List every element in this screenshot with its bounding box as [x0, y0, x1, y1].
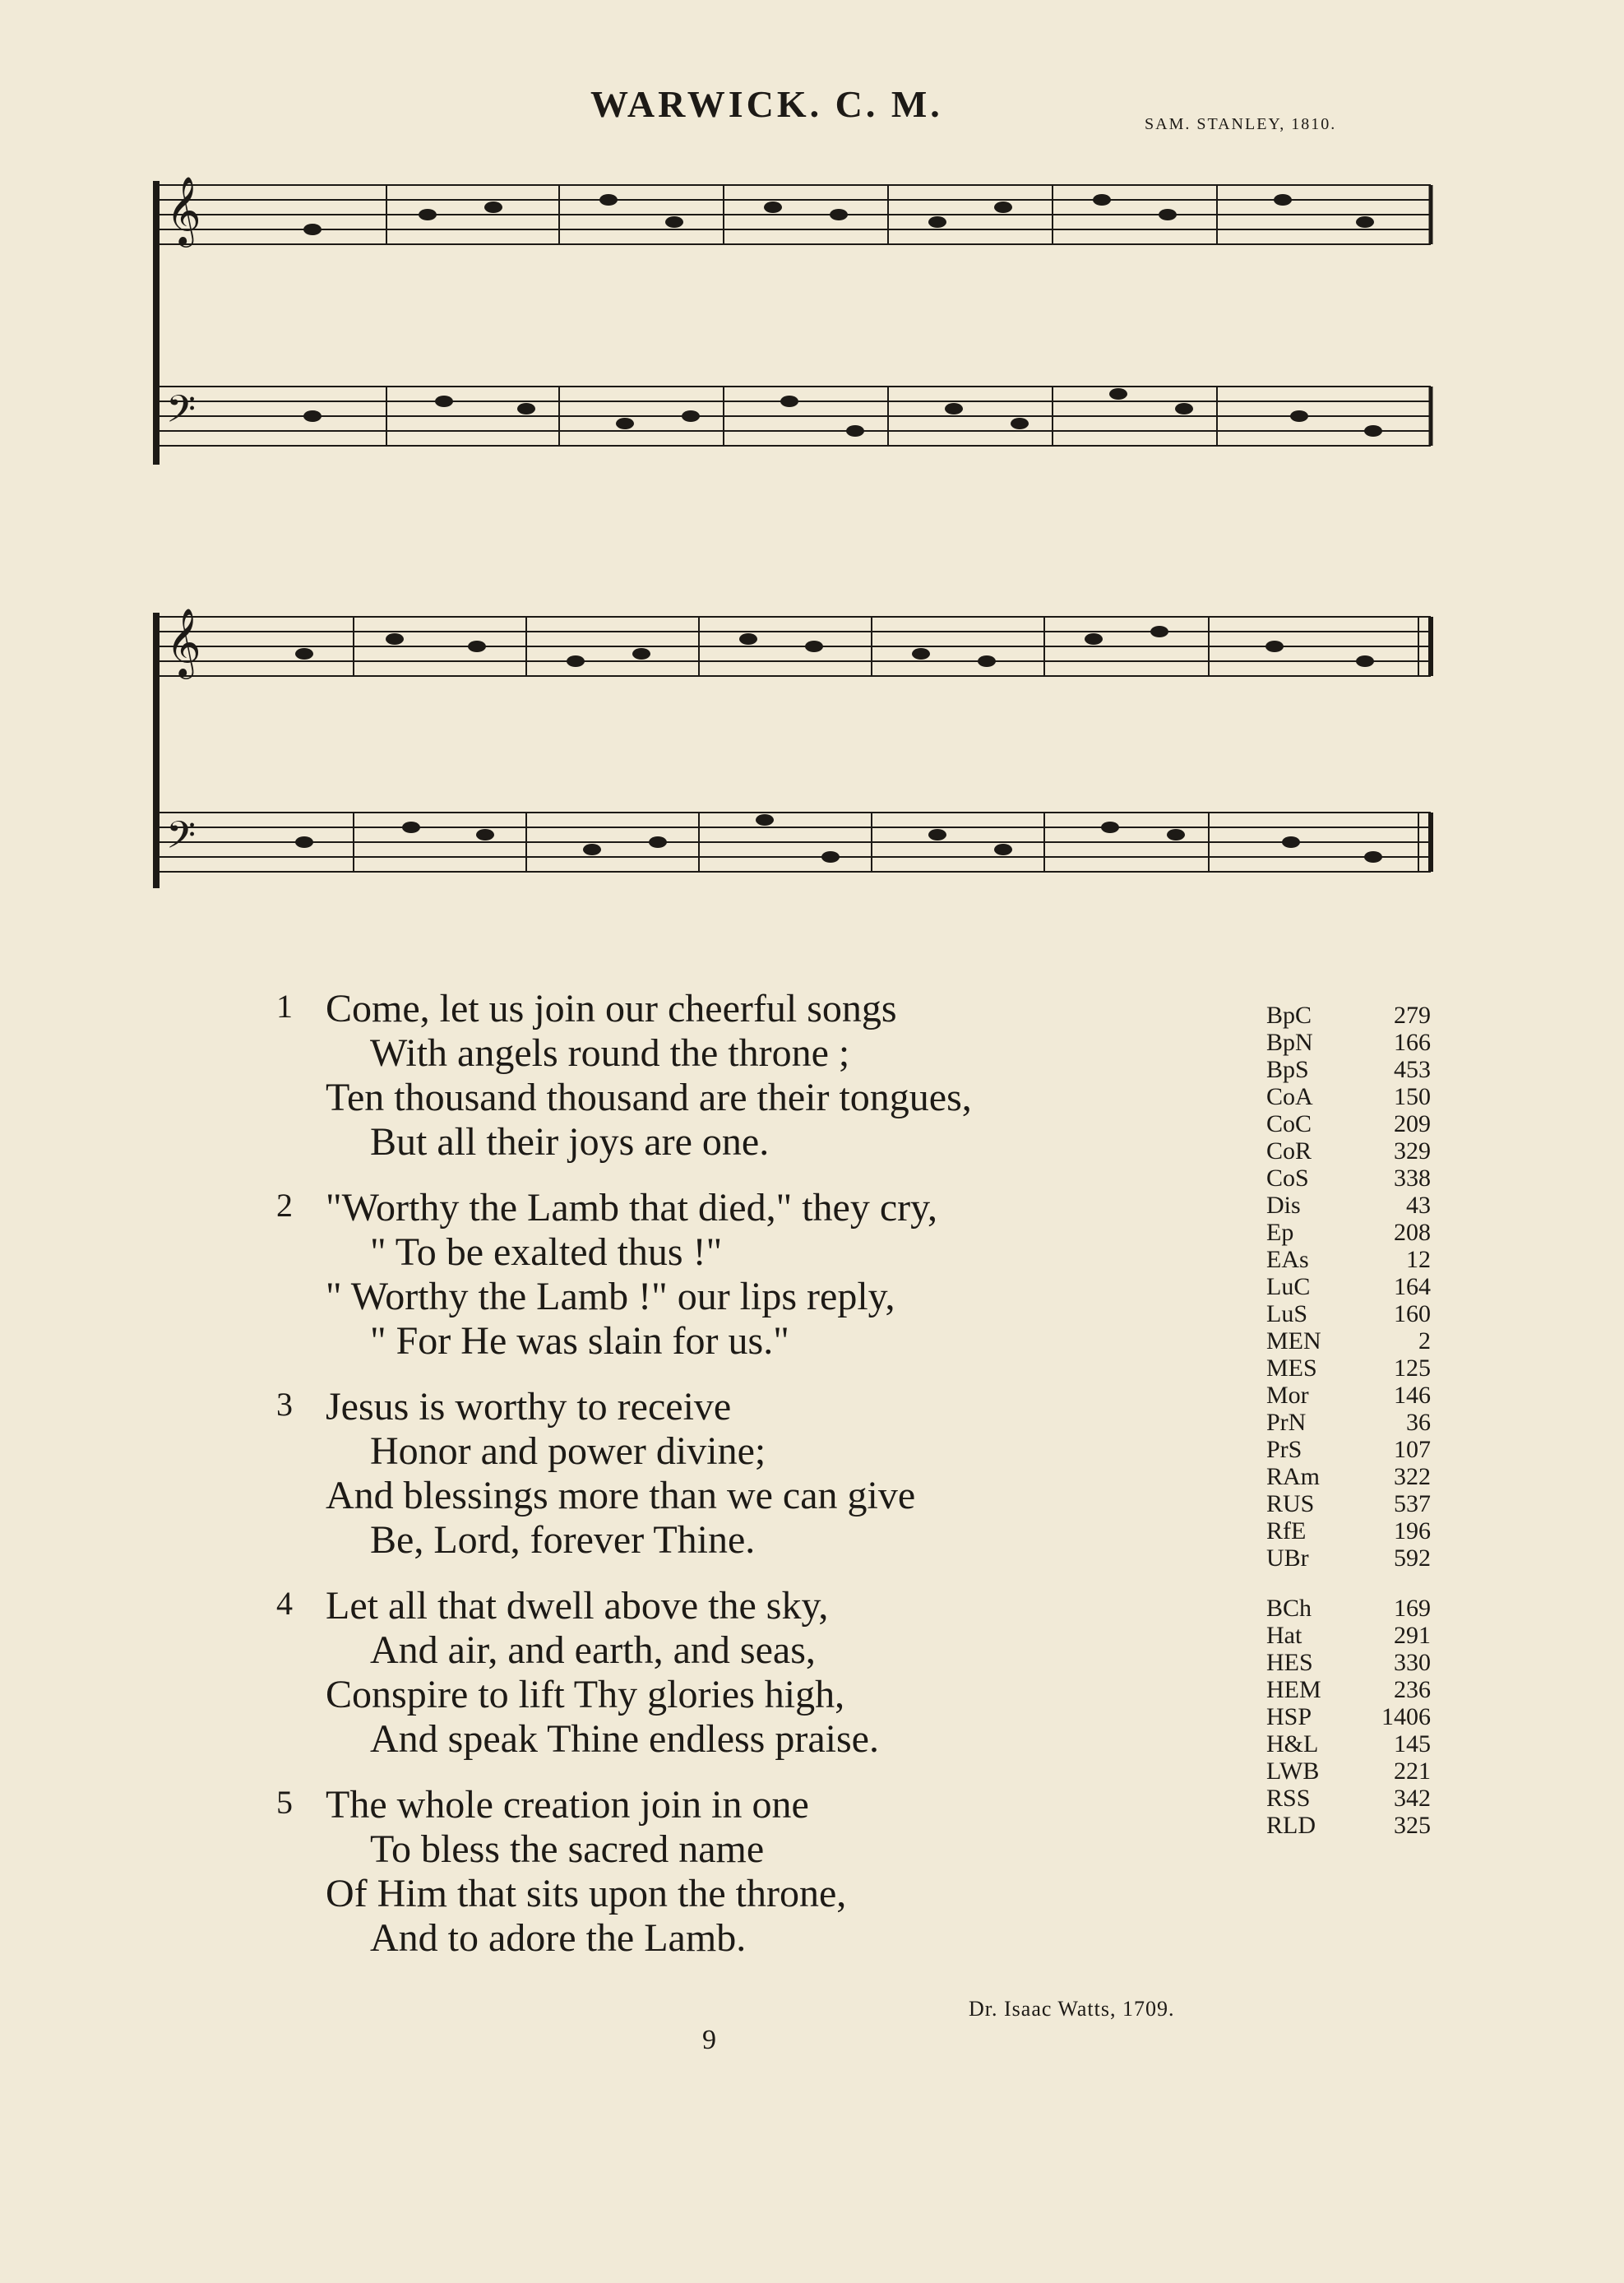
- reference-entry: RSS 342: [1266, 1785, 1431, 1812]
- verse: [276, 1783, 972, 1961]
- verse-line: Jesus is worthy to receive: [326, 1385, 732, 1429]
- verse-line: And air, and earth, and seas,: [370, 1628, 816, 1672]
- reference-entry: BCh 169: [1266, 1595, 1431, 1622]
- reference-entry: CoA 150: [1266, 1083, 1431, 1110]
- svg-text:𝄢: 𝄢: [166, 387, 197, 441]
- reference-entry: PrN 36: [1266, 1409, 1431, 1436]
- reference-entry: CoC 209: [1266, 1110, 1431, 1137]
- svg-text:𝄞: 𝄞: [166, 607, 201, 676]
- verse-line: Be, Lord, forever Thine.: [370, 1518, 756, 1562]
- verse-line: Conspire to lift Thy glories high,: [326, 1673, 845, 1716]
- verse-line: And speak Thine endless praise.: [370, 1717, 879, 1761]
- reference-entry: BpC 279: [1266, 1002, 1431, 1029]
- reference-entry: LuC 164: [1266, 1273, 1431, 1300]
- svg-text:𝄞: 𝄞: [166, 175, 201, 244]
- verse-line: With angels round the throne ;: [370, 1031, 850, 1075]
- hymnal-reference-index: [1266, 1002, 1431, 1839]
- hymn-verses: [276, 987, 972, 1982]
- verse: [276, 1584, 972, 1762]
- reference-entry: Dis 43: [1266, 1192, 1431, 1219]
- verse-line: And to adore the Lamb.: [370, 1916, 747, 1960]
- reference-entry: RAm 322: [1266, 1463, 1431, 1490]
- music-system-2: [148, 567, 1447, 896]
- verse: [276, 1385, 972, 1563]
- verse-line: " Worthy the Lamb !" our lips reply,: [326, 1275, 895, 1318]
- verse-line: " For He was slain for us.": [370, 1319, 789, 1363]
- reference-entry: BpN 166: [1266, 1029, 1431, 1056]
- reference-entry: H&L 145: [1266, 1730, 1431, 1757]
- verse-line: But all their joys are one.: [370, 1120, 770, 1164]
- reference-entry: CoS 338: [1266, 1165, 1431, 1192]
- reference-entry: BpS 453: [1266, 1056, 1431, 1083]
- lyricist-credit: Dr. Isaac Watts, 1709.: [969, 1997, 1175, 2021]
- verse-line: The whole creation join in one: [326, 1783, 809, 1827]
- reference-entry: LWB 221: [1266, 1757, 1431, 1785]
- reference-entry: Ep 208: [1266, 1219, 1431, 1246]
- verse-number: 3: [276, 1386, 293, 1423]
- reference-entry: MES 125: [1266, 1355, 1431, 1382]
- composer-credit: SAM. STANLEY, 1810.: [1145, 115, 1337, 133]
- page-number: 9: [702, 2025, 716, 2055]
- verse-line: Honor and power divine;: [370, 1429, 766, 1473]
- verse-number: 5: [276, 1784, 293, 1821]
- hymn-tune-title: WARWICK. C. M.: [590, 83, 943, 125]
- reference-entry: LuS 160: [1266, 1300, 1431, 1327]
- verse: [276, 987, 972, 1165]
- verse-line: Ten thousand thousand are their tongues,: [326, 1076, 972, 1119]
- verse-line: Come, let us join our cheerful songs: [326, 987, 897, 1030]
- reference-entry: RUS 537: [1266, 1490, 1431, 1517]
- verse-number: 1: [276, 988, 293, 1025]
- reference-entry: HEM 236: [1266, 1676, 1431, 1703]
- verse-line: To bless the sacred name: [370, 1827, 765, 1871]
- svg-text:𝄢: 𝄢: [166, 813, 197, 867]
- verse-line: Let all that dwell above the sky,: [326, 1584, 829, 1628]
- reference-entry: MEN 2: [1266, 1327, 1431, 1355]
- reference-entry: CoR 329: [1266, 1137, 1431, 1165]
- reference-entry: UBr 592: [1266, 1544, 1431, 1572]
- reference-entry: HSP 1406: [1266, 1703, 1431, 1730]
- reference-entry: RLD 325: [1266, 1812, 1431, 1839]
- reference-entry: Hat 291: [1266, 1622, 1431, 1649]
- verse-line: " To be exalted thus !": [370, 1230, 723, 1274]
- verse-line: "Worthy the Lamb that died," they cry,: [326, 1186, 937, 1229]
- music-system-1: [148, 148, 1447, 477]
- reference-entry: HES 330: [1266, 1649, 1431, 1676]
- verse-number: 4: [276, 1585, 293, 1622]
- verse-line: And blessings more than we can give: [326, 1474, 916, 1517]
- reference-entry: PrS 107: [1266, 1436, 1431, 1463]
- verse: [276, 1186, 972, 1364]
- reference-entry: EAs 12: [1266, 1246, 1431, 1273]
- verse-line: Of Him that sits upon the throne,: [326, 1872, 847, 1915]
- reference-entry: RfE 196: [1266, 1517, 1431, 1544]
- reference-entry: Mor 146: [1266, 1382, 1431, 1409]
- verse-number: 2: [276, 1187, 293, 1224]
